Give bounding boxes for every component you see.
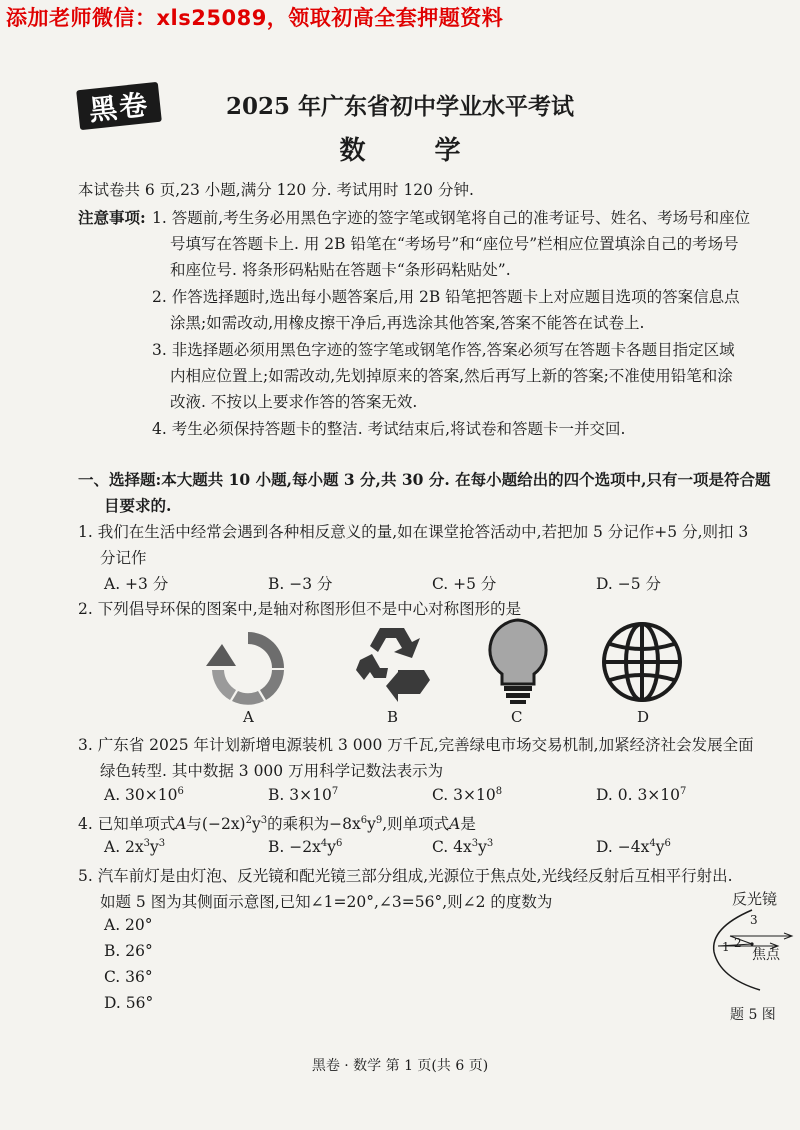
section-heading: 一、选择题:本大题共 10 小题,每小题 3 分,共 30 分. 在每小题给出的四个选项中,只有一项是符合题 [78,470,771,489]
notice-line: 3. 非选择题必须用黑色字迹的签字笔或钢笔作答,答案必须写在答题卡各题目指定区域 [152,341,735,359]
question-5: 如题 5 图为其侧面示意图,已知∠1=20°,∠3=56°,则∠2 的度数为 [100,893,553,911]
angle-2-label: 2 [734,936,742,950]
watermark-text: 添加老师微信：xls25089，领取初高全套押题资料 [6,6,504,30]
angle-3-label: 3 [750,913,758,927]
section-heading: 目要求的. [104,496,172,515]
q4-option-d: D. $-4x^4y^6$ [596,838,671,857]
q1-option-c: C. +5 分 [432,575,497,593]
q2-label-a: A [243,708,254,726]
q5-option-b: B. 26° [104,942,153,960]
recycle-arrow-icon [202,628,294,708]
question-2: 2. 下列倡导环保的图案中,是轴对称图形但不是中心对称图形的是 [78,600,522,618]
intro-text: 本试卷共 6 页,23 小题,满分 120 分. 考试用时 120 分钟. [78,181,474,199]
q4-option-a: A. $2x^3y^3$ [104,838,166,857]
q3-option-d: D. 0. $3\times 10^7$ [596,786,687,805]
q2-label-c: C [511,708,523,726]
reflector-diagram [700,908,796,992]
page-footer: 黑卷 · 数学 第 1 页(共 6 页) [311,1058,489,1074]
notice-line: 1. 答题前,考生务必用黑色字迹的签字笔或钢笔将自己的准考证号、姓名、考场号和座位 [152,209,751,227]
q3-option-c: C. $3\times 10^8$ [432,786,503,805]
q4-option-c: C. $4x^3y^3$ [432,838,494,857]
q4-option-b: B. $-2x^4y^6$ [268,838,343,857]
fig5-caption: 题 5 图 [730,1007,776,1023]
brand-badge: 黑卷 [76,82,162,130]
q2-label-b: B [387,708,399,726]
notice-line: 4. 考生必须保持答题卡的整洁. 考试结束后,将试卷和答题卡一并交回. [152,420,626,438]
q5-option-c: C. 36° [104,968,153,986]
recycling-icon [350,620,434,704]
q1-option-b: B. −3 分 [268,575,333,593]
notice-label: 注意事项: [78,208,146,227]
q5-option-a: A. 20° [104,916,153,934]
notice-line: 涂黑;如需改动,用橡皮擦干净后,再选涂其他答案,答案不能答在试卷上. [170,314,645,332]
notice-line: 和座位号. 将条形码粘贴在答题卡“条形码粘贴处”. [170,261,511,279]
subject-title: 数 学 [339,136,491,166]
q3-option-b: B. $3\times 10^7$ [268,786,339,805]
q3-option-a: A. $30\times 10^6$ [104,786,184,805]
globe-icon [600,620,684,704]
lightbulb-icon [486,618,550,706]
question-3: 绿色转型. 其中数据 3 000 万用科学记数法表示为 [100,762,444,780]
q5-option-d: D. 56° [104,994,154,1012]
fig5-mirror-label: 反光镜 [732,890,778,908]
exam-title: 2025 年广东省初中学业水平考试 [225,93,575,120]
notice-line: 改液. 不按以上要求作答的答案无效. [170,393,418,411]
notice-line: 内相应位置上;如需改动,先划掉原来的答案,然后再写上新的答案;不准使用铅笔和涂 [170,367,733,385]
question-4: 4. 已知单项式A与$(-2x)^2y^3$的乘积为$-8x^6y^9$,则单项式A是 [78,814,476,833]
notice-line: 号填写在答题卡上. 用 2B 铅笔在“考场号”和“座位号”栏相应位置填涂自己的考场号 [170,235,739,253]
question-3: 3. 广东省 2025 年计划新增电源装机 3 000 万千瓦,完善绿电市场交易机制,加紧经济社会发展全面 [78,736,754,754]
question-5: 5. 汽车前灯是由灯泡、反光镜和配光镜三部分组成,光源位于焦点处,光线经反射后互相平行射出. [78,867,733,885]
q2-label-d: D [637,708,650,726]
q1-option-d: D. −5 分 [596,575,662,593]
q1-option-a: A. +3 分 [104,575,169,593]
notice-line: 2. 作答选择题时,选出每小题答案后,用 2B 铅笔把答题卡上对应题目选项的答案信息点 [152,288,740,306]
angle-1-label: 1 [722,940,730,954]
question-1: 分记作 [100,549,147,567]
fig5-focus-label: 焦点 [752,947,780,963]
question-1: 1. 我们在生活中经常会遇到各种相反意义的量,如在课堂抢答活动中,若把加 5 分记作+5 分,则扣 3 [78,523,749,541]
